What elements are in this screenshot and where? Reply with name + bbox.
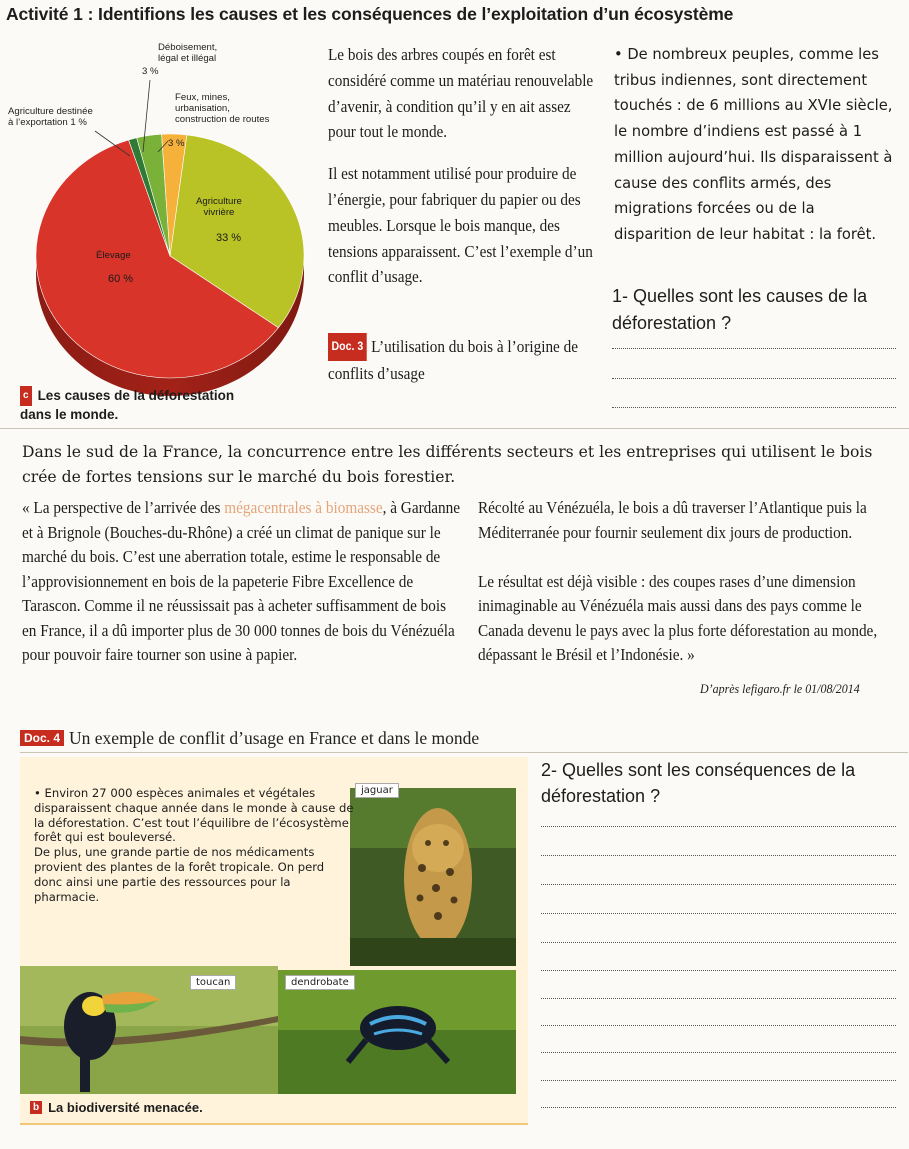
- highlight-megacentrales: mégacentrales à biomasse: [224, 498, 383, 517]
- doc3-text: [328, 42, 596, 306]
- label-vivriere: Agriculture vivrière: [196, 196, 242, 218]
- quote-right-paragraph-1: Récolté au Vénézuéla, le bois a dû traverser l’Atlantique puis la Méditerranée pour fournir seulement dix jours de production.: [478, 498, 867, 542]
- label-deboisement-pct: 3 %: [142, 66, 159, 77]
- caption-letter-b: b: [30, 1101, 42, 1114]
- intro-text: Dans le sud de la France, la concurrence entre les différents secteurs et les entreprises qui utilisent le bois crée de fortes tensions sur le marché du bois forestier.: [22, 443, 873, 486]
- section-divider: [0, 428, 909, 429]
- question-1: 1- Quelles sont les causes de la déforestation ?: [612, 286, 868, 333]
- figure-c-caption: c Les causes de la déforestation dans le monde.: [20, 388, 235, 422]
- biodiversity-paragraph-2: De plus, une grande partie de nos médicaments provient des plantes de la forêt tropicale. On perd donc ainsi une partie des ressources pour la pharmacie.: [34, 845, 325, 904]
- doc3-paragraph-2: Il est notamment utilisé pour produire de l’énergie, pour fabriquer du papier ou des meubles. Lorsque le bois manque, des tensions apparaissent. C’est l’exemple d’un conflit d’usage.: [328, 164, 593, 287]
- answer-line-q2-3[interactable]: [541, 884, 896, 885]
- answer-line-q2-5[interactable]: [541, 942, 896, 943]
- answer-line-q1-1[interactable]: [612, 348, 896, 349]
- label-export: Agriculture destinée à l’exportation 1 %: [8, 106, 93, 128]
- label-feux-pct: 3 %: [168, 138, 185, 149]
- question-2: 2- Quelles sont les conséquences de la déforestation ?: [541, 760, 856, 806]
- answer-line-q2-11[interactable]: [541, 1107, 896, 1108]
- doc4-caption: Doc. 4 Un exemple de conflit d’usage en France et dans le monde: [20, 728, 908, 753]
- jaguar-photo: [350, 788, 516, 966]
- answer-line-q1-3[interactable]: [612, 407, 896, 408]
- label-vivriere-pct: 33 %: [216, 232, 242, 244]
- peuples-text: • De nombreux peuples, comme les tribus indiennes, sont directement touchés : de 6 millions au XVIe siècle, le nombre d’indiens est passé à 1 million aujourd’hui. Ils disparaissent à cause des conflits armés, des migrations forcées ou de la disparition de leur habitat : la forêt.: [614, 46, 893, 243]
- quote-right-column: [478, 496, 908, 668]
- label-feux: Feux, mines, urbanisation, construction de routes: [175, 92, 270, 125]
- answer-line-q2-8[interactable]: [541, 1025, 896, 1026]
- label-deboisement: Déboisement, légal et illégal: [158, 42, 218, 64]
- doc3-paragraph-1: Le bois des arbres coupés en forêt est considéré comme un matériau renouvelable d’avenir, à condition qu’il y en ait assez pour tout le monde.: [328, 45, 594, 142]
- tag-jaguar: jaguar: [355, 783, 399, 798]
- quote-source: D’après lefigaro.fr le 01/08/2014: [700, 681, 860, 696]
- pie-chart: [0, 28, 318, 423]
- doc4-badge: Doc. 4: [20, 730, 64, 746]
- quote-right-paragraph-2: Le résultat est déjà visible : des coupes rases d’une dimension inimaginable au Vénézuéla mais aussi dans des pays comme le Canada devenu le pays avec la plus forte déforestation au monde, dépassant le Brésil et l’Indonésie. »: [478, 571, 878, 664]
- answer-line-q2-9[interactable]: [541, 1052, 896, 1053]
- tag-dendrobate: dendrobate: [285, 975, 355, 990]
- answer-line-q2-4[interactable]: [541, 913, 896, 914]
- answer-line-q2-1[interactable]: [541, 826, 896, 827]
- page-title: Activité 1 : Identifions les causes et les conséquences de l’exploitation d’un écosystème: [6, 4, 734, 24]
- doc3-badge: Doc. 3: [328, 333, 367, 361]
- biodiversity-paragraph-1: • Environ 27 000 espèces animales et végétales disparaissent chaque année dans le monde à cause de la déforestation. C’est tout l’équilibre de l’écosystème forêt qui est bouleversé.: [34, 786, 354, 845]
- answer-line-q2-10[interactable]: [541, 1080, 896, 1081]
- caption-letter-c: c: [20, 386, 32, 406]
- label-elevage-pct: 60 %: [108, 273, 134, 285]
- answer-line-q2-7[interactable]: [541, 998, 896, 999]
- deforestation-causes-figure: [0, 28, 318, 423]
- answer-line-q2-6[interactable]: [541, 970, 896, 971]
- biodiversity-text: [34, 786, 354, 904]
- answer-line-q1-2[interactable]: [612, 378, 896, 379]
- figure-b-caption: b La biodiversité menacée.: [30, 1100, 203, 1115]
- label-elevage: Élevage: [96, 250, 131, 261]
- tag-toucan: toucan: [190, 975, 236, 990]
- toucan-photo: [20, 966, 278, 1094]
- quote-left-column: « La perspective de l’arrivée des mégacentrales à biomasse, à Gardanne et à Brignole (Bouches-du-Rhône) a créé un climat de panique sur le marché du bois. C’est une aberration totale, estime le responsable de l’approvisionnement en bois de la papeterie Fibre Excellence de Tarascon. Comme il ne réussissait pas à acheter suffisamment de bois en France, il a dû importer plus de 30 000 tonnes de bois du Vénézuéla pour pouvoir faire tourner son usine à papier.: [22, 498, 461, 664]
- answer-line-q2-2[interactable]: [541, 855, 896, 856]
- doc3-caption: Doc. 3 L’utilisation du bois à l’origine de conflits d’usage: [328, 333, 592, 386]
